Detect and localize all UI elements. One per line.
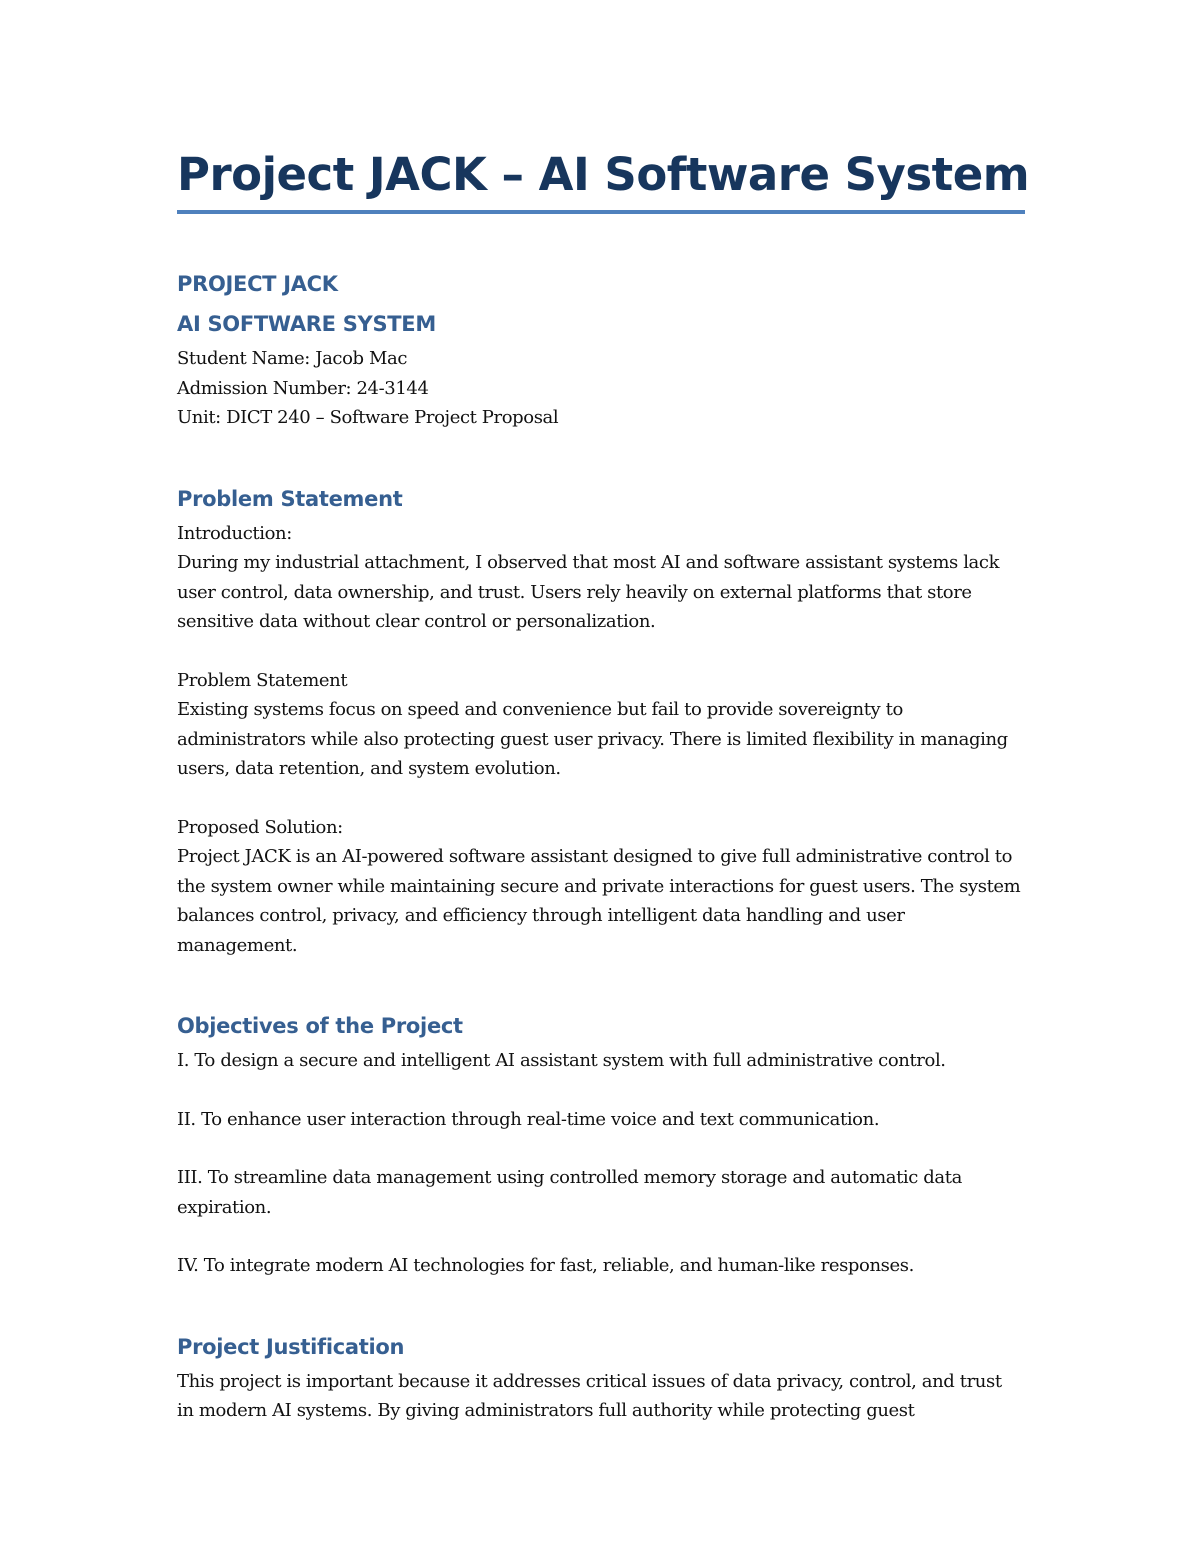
document-content (177, 140, 1030, 1426)
document-title: Project JACK – AI Software System (177, 148, 1030, 201)
justification-text: This project is important because it addresses critical issues of data privacy, control, and trust in modern AI systems. By giving administrators full authority while protecting guest (177, 1370, 1002, 1421)
introduction-label: Introduction: (177, 522, 292, 544)
cover-heading-line2: AI SOFTWARE SYSTEM (177, 312, 436, 336)
problem-statement-label: Problem Statement (177, 669, 348, 691)
objective-item: III. To streamline data management using controlled memory storage and automatic data expiration. (177, 1167, 962, 1218)
objective-item: II. To enhance user interaction through real-time voice and text communication. (177, 1108, 880, 1130)
admission-number: Admission Number: 24-3144 (177, 377, 429, 399)
objective-item: IV. To integrate modern AI technologies for fast, reliable, and human-like responses. (177, 1255, 914, 1276)
student-name: Student Name: Jacob Mac (177, 348, 408, 369)
cover-heading-line1: PROJECT JACK (177, 272, 338, 296)
justification-heading: Project Justification (177, 1334, 405, 1359)
introduction-text: During my industrial attachment, I observed that most AI and software assistant systems lack user control, data ownership, and trust. Users rely heavily on external platforms that store sensitive data without clear control or personalization. (177, 552, 1000, 632)
objectives-heading: Objectives of the Project (177, 1014, 463, 1038)
problem-statement-text: Existing systems focus on speed and convenience but fail to provide sovereignty to administrators while also protecting guest user privacy. There is limited flexibility in managing users, data retention, and system evolution. (177, 699, 1008, 779)
proposed-solution-text: Project JACK is an AI-powered software assistant designed to give full administrative control to the system owner while maintaining secure and private interactions for guest users. The system balances control, privacy, and efficiency through intelligent data handling and user management. (177, 846, 1021, 956)
proposed-solution-label: Proposed Solution: (177, 816, 343, 838)
objective-item: I. To design a secure and intelligent AI assistant system with full administrative control. (177, 1050, 946, 1071)
unit-line: Unit: DICT 240 – Software Project Proposal (177, 407, 559, 428)
problem-statement-heading: Problem Statement (177, 486, 403, 511)
